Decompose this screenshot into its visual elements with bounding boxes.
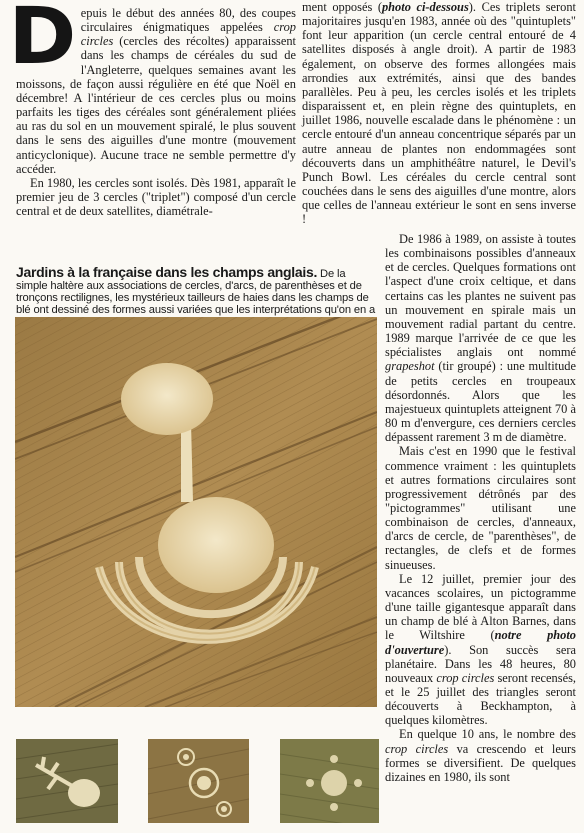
paragraph xyxy=(8,0,296,176)
text-run: Mais c'est en 1990 que le festival commence vraiment : les quintuplets et autres formations circulaires sont progressivement détrônés par des "pictogrammes" utilisant une combinaison de cercles, d'anneaux, d'arcs de cercle, de "parenthèses", de rectangles, de clefs et de formes sinueuses. xyxy=(385,444,576,572)
text-run: epuis le début des années 80, des coupes circulaires énigmatiques appelées xyxy=(80,6,296,35)
paragraph xyxy=(385,232,576,444)
text-run: ). Ces triplets seront majoritaires jusqu'en 1983, année où des "quintuplets" font leur apparition (un cercle central entouré de 4 satellites disposés à angle droit). A partir de 1983 également, on observe des formes allongées mais arrondies aux extrémités, ainsi que des bandes parallèles. Peu à peu, les cercles isolés et les triplets disparaissent et, en plein règne des quintuplets, en juillet 1986, nouvelle escalade dans le phénomène : un cercle entouré d'un anneau concentrique séparés par un autre anneau de plantes non endommagées sont découverts dans un amphithéâtre naturel, le Devil's Punch Bowl. Les céréales du cercle central sont couchées dans le sens des aiguilles d'une montre, alors que celles de l'anneau extérieur le sont en sens inverse ! xyxy=(302,0,576,227)
crop-circle-thumbnail-2 xyxy=(148,739,249,823)
crop-circle-thumbnail-3 xyxy=(280,739,379,823)
caption-title: Jardins à la française dans les champs anglais. xyxy=(16,264,318,280)
text-run: (tir groupé) : une multitude de petits cercles en troupeaux désordonnés. Alors que les majestueux quintuplets atteignent 70 à 80 m d'envergure, ces derniers cercles dépassent rarement 3 m de diamètre. xyxy=(385,359,576,445)
paragraph xyxy=(385,727,576,784)
paragraph xyxy=(385,444,576,571)
text-run: Le 12 juillet, premier jour des vacances scolaires, un pictogramme d'une taille gigantesque apparaît dans un champ de blé à Alton Barnes, dans le Wiltshire ( xyxy=(385,571,576,643)
text-run: ment opposés ( xyxy=(302,0,382,14)
text-run: crop circles xyxy=(385,741,449,756)
text-run: notre photo d'ouverture xyxy=(385,628,576,657)
article-column-left xyxy=(8,0,296,219)
article-column-right-bottom xyxy=(385,232,576,784)
text-run: (cercles des récoltes) apparaissent dans les champs de céréales du sud de l'Angleterre, quelques semaines avant les moissons, de façon aussi régulière en été que Noël en décembre! A l'intérieur de ces cercles plus ou moins parfaits les tiges des céréales sont généralement pliées au ras du sol en un mouvement spiralé, le plus souvent dans le sens des aiguilles d'une montre (mouvement anticyclonique). Aucune trace ne semble permettre d'y accéder. xyxy=(16,34,296,176)
caption-body: De la simple haltère aux associations de cercles, d'arcs, de parenthèses et de tronçons rectilignes, les mystérieux tailleurs de haies dans les champs de blé ont dessiné des formes aussi variées que les interprétations qu'on en a xyxy=(16,268,376,316)
paragraph xyxy=(385,572,576,728)
text-run: seront recensés, et le 25 juillet des triangles seront découverts à Beckhampton, à quelques kilomètres. xyxy=(385,670,576,728)
text-run: grapeshot xyxy=(385,359,435,374)
text-run: crop circles xyxy=(80,20,296,49)
text-run: crop circles xyxy=(436,670,495,685)
drop-cap: D xyxy=(8,0,77,82)
text-run: En quelque 10 ans, le nombre des xyxy=(399,727,576,742)
article-column-right-top xyxy=(302,0,576,227)
paragraph xyxy=(16,176,296,218)
text-run: De 1986 à 1989, on assiste à toutes les combinaisons possibles d'anneaux et de cercles. Quelques formations ont l'aspect d'une croix celtique, et dans certains cas les plantes ne suivent pas un mouvement en spirale mais un mouvement radial partant du centre. 1989 marque l'arrivée de ce que les spécialistes anglais ont nommé xyxy=(385,232,576,360)
crop-circle-thumbnail-1 xyxy=(16,739,118,823)
paragraph xyxy=(302,0,576,227)
text-run: photo ci-dessous xyxy=(381,0,469,14)
text-run: ). Son succès sera planétaire. Dans les 48 heures, 80 nouveaux xyxy=(385,642,576,685)
crop-circle-main-photo xyxy=(15,317,377,707)
text-run: va crescendo et leurs formes se diversifient. De quelques dizaines en 1980, ils sont xyxy=(385,741,576,784)
text-run: En 1980, les cercles sont isolés. Dès 1981, apparaît le premier jeu de 3 cercles ("triplet") composé d'un cercle central et de deux satellites, diamétrale- xyxy=(16,175,296,219)
